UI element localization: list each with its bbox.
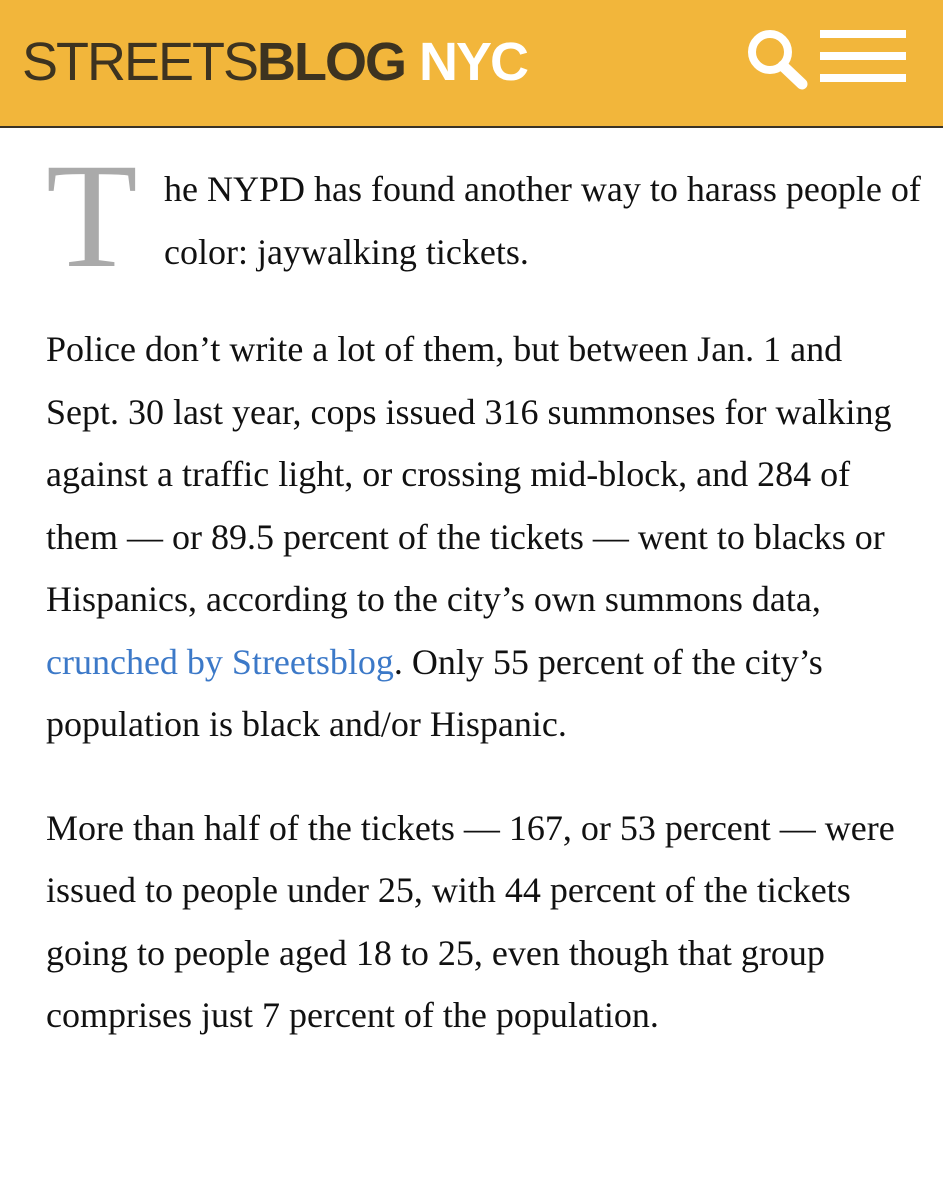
site-header <box>0 0 943 128</box>
logo-nyc: NYC <box>419 32 528 92</box>
paragraph-1-text: he NYPD has found another way to harass people of color: jaywalking tickets. <box>164 169 921 272</box>
site-logo[interactable] <box>22 30 527 94</box>
article-paragraph-2 <box>46 318 906 756</box>
search-icon <box>744 28 810 94</box>
paragraph-2-text-end: . Only 55 percent of the city’s population is black and/or Hispanic. <box>46 641 823 744</box>
logo-blog: BLOG <box>257 32 406 92</box>
streetsblog-analysis-link[interactable]: crunched by Streetsblog <box>46 641 394 682</box>
menu-button[interactable] <box>820 30 906 88</box>
article-paragraph-1 <box>46 133 921 299</box>
paragraph-2-text-start: Police don’t write a lot of them, but between Jan. 1 and Sept. 30 last year, cops issued 316 summonses for walking against a traffic light, or crossing mid-block, and 284 of them — or 89.5 percent of the tickets — went to blacks or Hispanics, according to the city’s own summons data, <box>46 329 892 619</box>
article-paragraph-3: More than half of the tickets — 167, or 53 percent — were issued to people under 25, with 44 percent of the tickets going to people aged 18 to 25, even though that group comprises just 7 percent of the population. <box>46 807 895 1035</box>
search-button[interactable] <box>744 28 810 94</box>
article-body <box>46 133 921 1047</box>
drop-cap: T <box>46 133 138 299</box>
logo-streets: STREETS <box>22 32 258 92</box>
